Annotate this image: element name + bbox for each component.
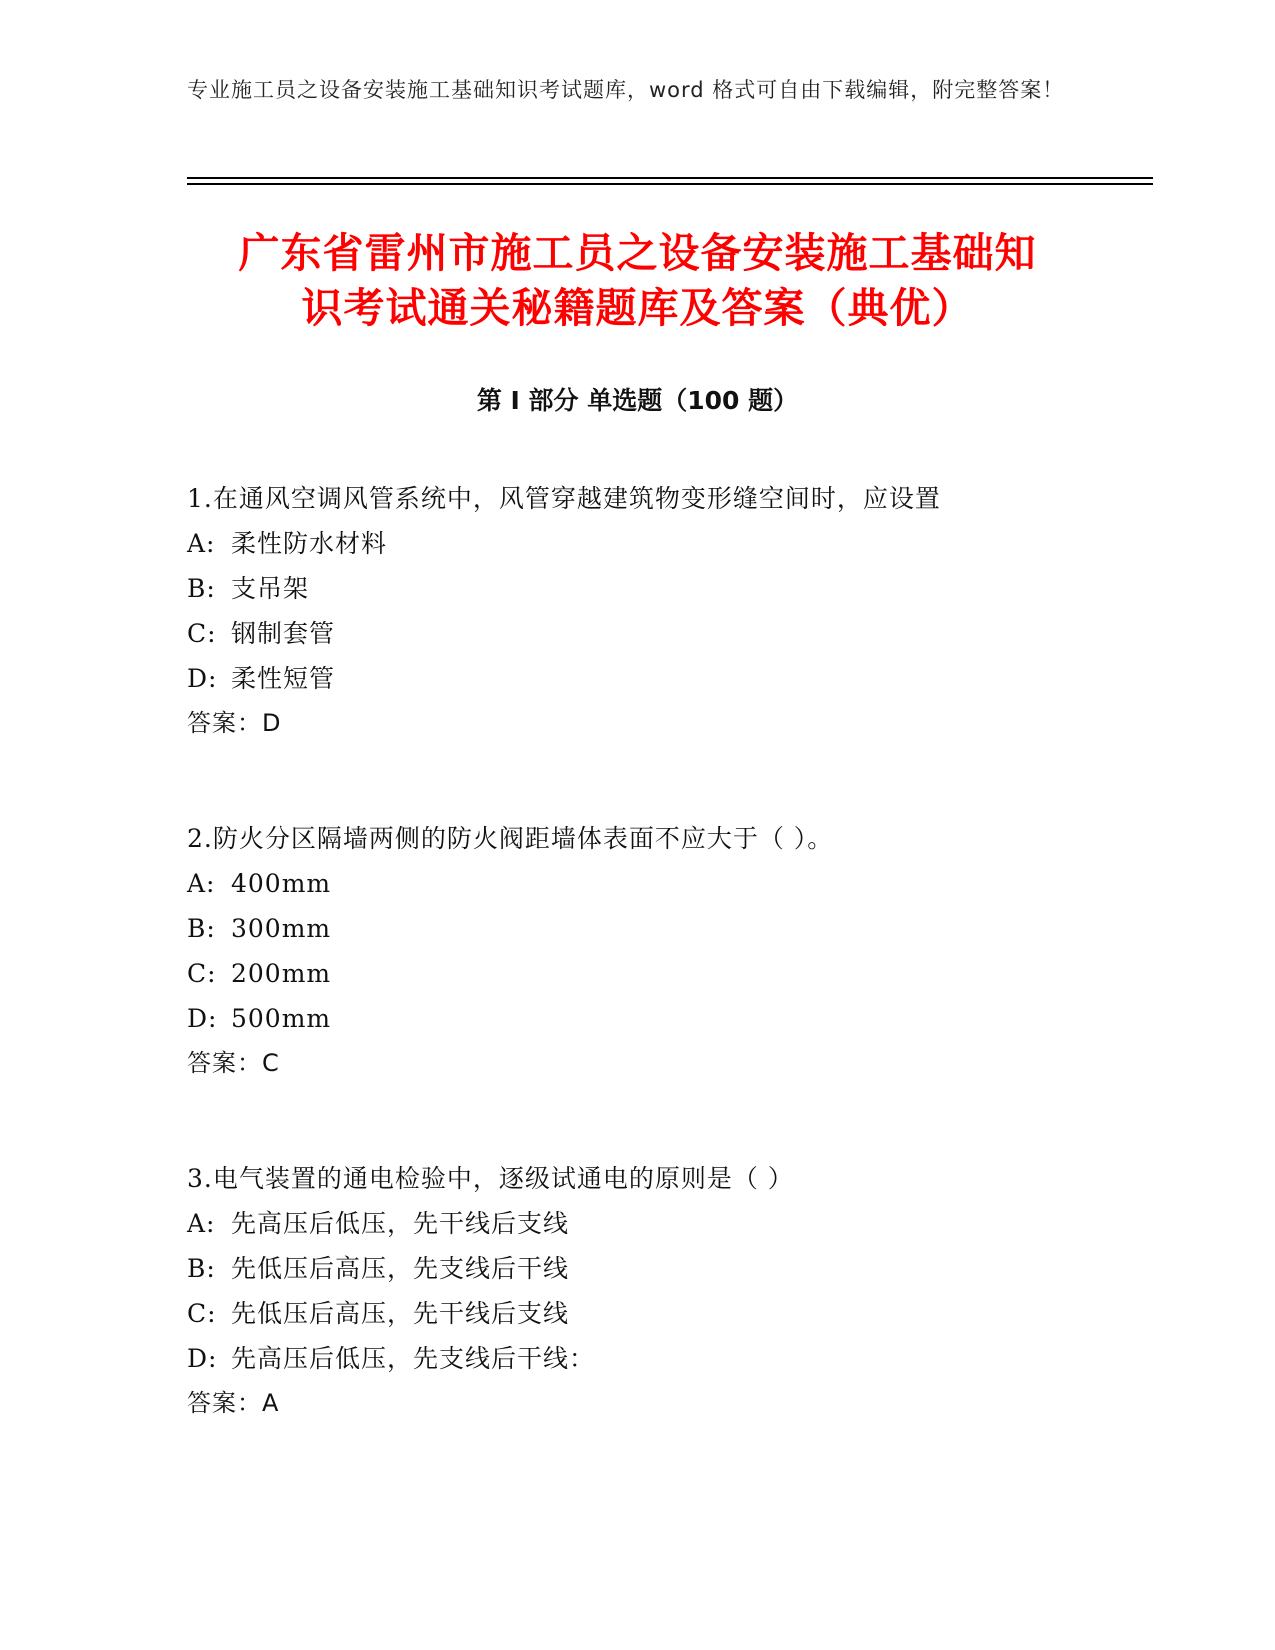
option-text: 柔性防水材料 [231,529,388,558]
option-key: A: [187,1209,216,1238]
option-text: 柔性短管 [231,664,336,693]
option-d [187,656,1137,701]
header-note: 专业施工员之设备安装施工基础知识考试题库，word 格式可自由下载编辑，附完整答案！ [187,78,1065,102]
option-text: 先低压后高压，先干线后支线 [231,1299,570,1328]
option-c [187,951,1137,996]
question-1 [187,476,1137,746]
answer-line: 答案：D [187,709,282,737]
option-b [187,566,1137,611]
option-key: B: [187,574,216,603]
option-c [187,1291,1137,1336]
document-title-line-1: 广东省雷州市施工员之设备安装施工基础知 [238,229,1037,277]
option-d [187,1336,1137,1381]
option-key: A: [187,529,216,558]
option-text: 300mm [231,914,332,943]
option-a [187,861,1137,906]
option-c [187,611,1137,656]
option-d [187,996,1137,1041]
option-text: 先高压后低压，先干线后支线 [231,1209,570,1238]
answer-line: 答案：C [187,1049,280,1077]
option-a [187,1201,1137,1246]
option-text: 先低压后高压，先支线后干线 [231,1254,570,1283]
option-key: B: [187,914,216,943]
option-text: 支吊架 [231,574,310,603]
option-b [187,906,1137,951]
section-title: 第 I 部分 单选题（100 题） [476,386,799,415]
document-title [150,226,1125,336]
option-key: C: [187,959,217,988]
option-key: A: [187,869,216,898]
document-title-line-2: 识考试通关秘籍题库及答案（典优） [301,284,974,332]
option-b [187,1246,1137,1291]
header-divider-top [187,177,1153,179]
answer-line: 答案：A [187,1389,280,1417]
option-key: B: [187,1254,216,1283]
option-key: C: [187,1299,217,1328]
option-key: D: [187,1344,218,1373]
option-a [187,521,1137,566]
option-text: 200mm [231,959,332,988]
question-3 [187,1156,1137,1426]
header-divider-bottom [187,183,1153,185]
option-key: C: [187,619,217,648]
question-stem: 2.防火分区隔墙两侧的防火阀距墙体表面不应大于（ ）。 [187,824,834,853]
question-stem: 3.电气装置的通电检验中，逐级试通电的原则是（ ） [187,1164,794,1193]
option-key: D: [187,664,218,693]
question-stem: 1.在通风空调风管系统中，风管穿越建筑物变形缝空间时，应设置 [187,484,941,513]
question-2 [187,816,1137,1086]
option-text: 400mm [231,869,332,898]
option-text: 先高压后低压，先支线后干线： [231,1344,596,1373]
option-key: D: [187,1004,218,1033]
option-text: 钢制套管 [231,619,336,648]
option-text: 500mm [231,1004,332,1033]
question-list [187,476,1137,1496]
